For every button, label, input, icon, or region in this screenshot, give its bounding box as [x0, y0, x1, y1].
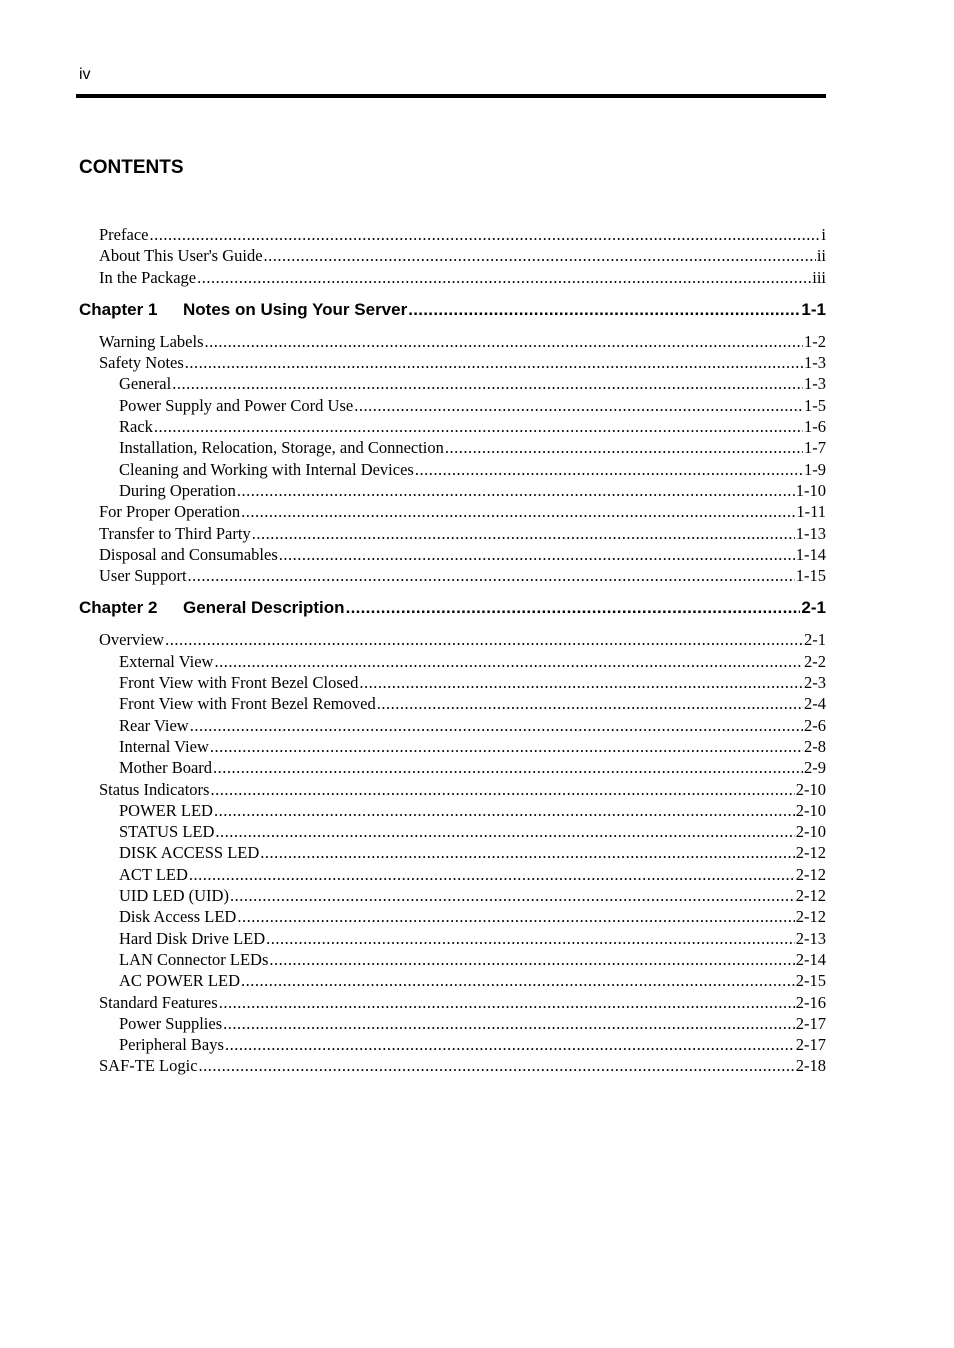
- toc-entry-title: Safety Notes: [99, 353, 184, 373]
- toc-entry-page: i: [821, 225, 826, 244]
- toc-entry-title: Disposal and Consumables: [99, 544, 278, 564]
- toc-entry-title: Cleaning and Working with Internal Devices: [119, 459, 414, 479]
- dot-leader: [154, 416, 803, 437]
- toc-entry[interactable]: [79, 629, 826, 650]
- dot-leader: [230, 885, 795, 906]
- toc-entry[interactable]: [79, 842, 826, 863]
- dot-leader: [241, 970, 795, 991]
- toc-entry-title: Front View with Front Bezel Removed: [119, 694, 376, 714]
- toc-entry[interactable]: [79, 1013, 826, 1034]
- toc-entry[interactable]: [79, 544, 826, 565]
- toc-entry-page: iii: [812, 267, 826, 287]
- toc-entry[interactable]: [79, 331, 826, 352]
- toc-entry-page: 2-4: [804, 694, 826, 714]
- toc-entry[interactable]: [79, 970, 826, 991]
- toc-entry[interactable]: [79, 736, 826, 757]
- toc-entry-title: For Proper Operation: [99, 502, 241, 522]
- toc-entry[interactable]: [79, 437, 826, 458]
- toc-entry-page: 2-1: [804, 630, 826, 650]
- toc-entry-title: Overview: [99, 630, 165, 650]
- toc-entry-page: 1-11: [796, 502, 826, 522]
- toc-entry-title: Warning Labels: [99, 331, 204, 351]
- toc-entry-page: 1-14: [795, 544, 826, 564]
- page-title: CONTENTS: [79, 157, 184, 178]
- toc-entry-page: 2-10: [795, 822, 826, 842]
- toc-entry[interactable]: [79, 416, 826, 437]
- toc-entry-page: 2-15: [795, 971, 826, 991]
- toc-entry-page: 1-13: [795, 523, 826, 543]
- header-rule: [76, 94, 826, 98]
- toc-entry-page: 1-7: [804, 438, 826, 458]
- dot-leader: [377, 693, 803, 714]
- toc-entry-title: General: [119, 374, 172, 394]
- toc-entry-title: In the Package: [99, 267, 197, 287]
- toc-entry[interactable]: [79, 395, 826, 416]
- toc-entry-title: Rear View: [119, 715, 189, 735]
- dot-leader: [205, 331, 803, 352]
- dot-leader: [252, 523, 795, 544]
- toc-entry[interactable]: [79, 1055, 826, 1076]
- toc-entry[interactable]: [79, 373, 826, 394]
- toc-entry-title: DISK ACCESS LED: [119, 843, 260, 863]
- toc-entry-page: ii: [816, 246, 826, 266]
- toc-entry[interactable]: [79, 565, 826, 586]
- toc-entry-page: 2-12: [795, 843, 826, 863]
- toc-entry-title: Disk Access LED: [119, 907, 237, 927]
- toc-entry-page: 2-12: [795, 886, 826, 906]
- toc-entry-page: 2-9: [804, 758, 826, 778]
- dot-leader: [266, 928, 795, 949]
- toc-entry-page: 2-12: [795, 907, 826, 927]
- toc-entry[interactable]: [79, 523, 826, 544]
- toc-entry-title: Mother Board: [119, 758, 213, 778]
- toc-entry-page: 2-10: [795, 800, 826, 820]
- dot-leader: [359, 672, 803, 693]
- toc-entry[interactable]: [79, 992, 826, 1013]
- toc-entry-page: 2-18: [795, 1056, 826, 1076]
- dot-leader: [210, 736, 803, 757]
- table-of-contents: [79, 224, 826, 1077]
- chapter-title: Notes on Using Your Server: [183, 299, 408, 319]
- toc-entry-title: LAN Connector LEDs: [119, 949, 269, 969]
- toc-entry-page: 2-17: [795, 1035, 826, 1055]
- toc-entry[interactable]: [79, 779, 826, 800]
- toc-entry-page: 1-5: [804, 395, 826, 415]
- toc-entry-page: 2-6: [804, 715, 826, 735]
- dot-leader: [408, 299, 800, 321]
- dot-leader: [445, 437, 803, 458]
- dot-leader: [172, 373, 803, 394]
- toc-entry-page: 2-14: [795, 949, 826, 969]
- toc-entry-title: Rack: [119, 417, 153, 437]
- dot-leader: [237, 906, 794, 927]
- toc-entry[interactable]: [79, 651, 826, 672]
- toc-entry-title: ACT LED: [119, 864, 188, 884]
- dot-leader: [223, 1013, 795, 1034]
- toc-entry[interactable]: [79, 501, 826, 522]
- dot-leader: [165, 629, 803, 650]
- dot-leader: [264, 245, 816, 266]
- toc-chapter-heading[interactable]: [79, 299, 826, 321]
- toc-entry-title: Peripheral Bays: [119, 1035, 224, 1055]
- toc-entry-page: 1-3: [804, 353, 826, 373]
- toc-entry[interactable]: [79, 267, 826, 288]
- dot-leader: [214, 800, 795, 821]
- toc-entry-title: Standard Features: [99, 992, 218, 1012]
- dot-leader: [214, 651, 803, 672]
- dot-leader: [346, 597, 801, 619]
- toc-entry[interactable]: [79, 352, 826, 373]
- toc-entry-title: User Support: [99, 566, 187, 586]
- toc-entry-page: 2-10: [795, 779, 826, 799]
- toc-entry-title: External View: [119, 651, 214, 671]
- toc-entry-title: Installation, Relocation, Storage, and Connection: [119, 438, 444, 458]
- dot-leader: [190, 715, 803, 736]
- toc-chapter-heading[interactable]: [79, 597, 826, 619]
- dot-leader: [219, 992, 795, 1013]
- dot-leader: [260, 842, 794, 863]
- toc-entry[interactable]: [79, 757, 826, 778]
- toc-entry[interactable]: [79, 906, 826, 927]
- toc-entry-page: 1-2: [804, 331, 826, 351]
- dot-leader: [149, 224, 820, 245]
- toc-entry[interactable]: [79, 928, 826, 949]
- toc-entry-page: 1-3: [804, 374, 826, 394]
- toc-entry-title: Power Supply and Power Cord Use: [119, 395, 354, 415]
- toc-entry-page: 2-17: [795, 1013, 826, 1033]
- toc-entry-title: Transfer to Third Party: [99, 523, 251, 543]
- toc-entry[interactable]: [79, 821, 826, 842]
- chapter-heading-title: [79, 597, 345, 619]
- dot-leader: [210, 779, 794, 800]
- toc-entry[interactable]: [79, 480, 826, 501]
- toc-entry-page: 1-15: [795, 566, 826, 586]
- toc-entry[interactable]: [79, 672, 826, 693]
- dot-leader: [189, 864, 795, 885]
- toc-entry[interactable]: [79, 224, 826, 245]
- chapter-number: Chapter 1: [79, 299, 158, 319]
- toc-entry-title: SAF-TE Logic: [99, 1056, 198, 1076]
- toc-entry[interactable]: [79, 715, 826, 736]
- chapter-number: Chapter 2: [79, 598, 158, 618]
- toc-entry-title: Preface: [99, 225, 149, 244]
- toc-entry-page: 2-13: [795, 928, 826, 948]
- toc-entry-title: Internal View: [119, 736, 209, 756]
- dot-leader: [415, 459, 803, 480]
- toc-entry-title: AC POWER LED: [119, 971, 240, 991]
- toc-entry-title: POWER LED: [119, 800, 213, 820]
- toc-entry-page: 2-16: [795, 992, 826, 1012]
- dot-leader: [213, 757, 803, 778]
- dot-leader: [199, 1055, 795, 1076]
- dot-leader: [188, 565, 795, 586]
- chapter-title: General Description: [183, 598, 345, 618]
- toc-entry[interactable]: [79, 1034, 826, 1055]
- dot-leader: [185, 352, 803, 373]
- toc-entry-page: 1-9: [804, 459, 826, 479]
- toc-entry-page: 2-2: [804, 651, 826, 671]
- toc-entry-title: Front View with Front Bezel Closed: [119, 673, 359, 693]
- page-number: iv: [79, 66, 91, 83]
- dot-leader: [197, 267, 811, 288]
- toc-entry[interactable]: [79, 949, 826, 970]
- dot-leader: [279, 544, 795, 565]
- toc-entry[interactable]: [79, 800, 826, 821]
- chapter-page: 2-1: [801, 598, 826, 618]
- toc-entry-title: STATUS LED: [119, 822, 215, 842]
- dot-leader: [237, 480, 795, 501]
- toc-entry-page: 2-8: [804, 736, 826, 756]
- toc-entry-title: Status Indicators: [99, 779, 210, 799]
- chapter-heading-title: [79, 299, 407, 321]
- toc-entry-page: 1-6: [804, 417, 826, 437]
- dot-leader: [215, 821, 794, 842]
- toc-entry-title: Power Supplies: [119, 1013, 223, 1033]
- toc-entry-title: UID LED (UID): [119, 886, 229, 906]
- toc-entry-page: 2-3: [804, 673, 826, 693]
- toc-entry-title: Hard Disk Drive LED: [119, 928, 266, 948]
- dot-leader: [269, 949, 794, 970]
- dot-leader: [225, 1034, 795, 1055]
- toc-entry[interactable]: [79, 693, 826, 714]
- toc-entry-page: 2-12: [795, 864, 826, 884]
- toc-entry[interactable]: [79, 459, 826, 480]
- toc-entry[interactable]: [79, 245, 826, 266]
- toc-entry-title: During Operation: [119, 480, 236, 500]
- dot-leader: [354, 395, 803, 416]
- chapter-page: 1-1: [801, 299, 826, 319]
- toc-entry-page: 1-10: [795, 480, 826, 500]
- toc-entry[interactable]: [79, 864, 826, 885]
- dot-leader: [241, 501, 795, 522]
- toc-entry-title: About This User's Guide: [99, 246, 263, 266]
- toc-entry[interactable]: [79, 885, 826, 906]
